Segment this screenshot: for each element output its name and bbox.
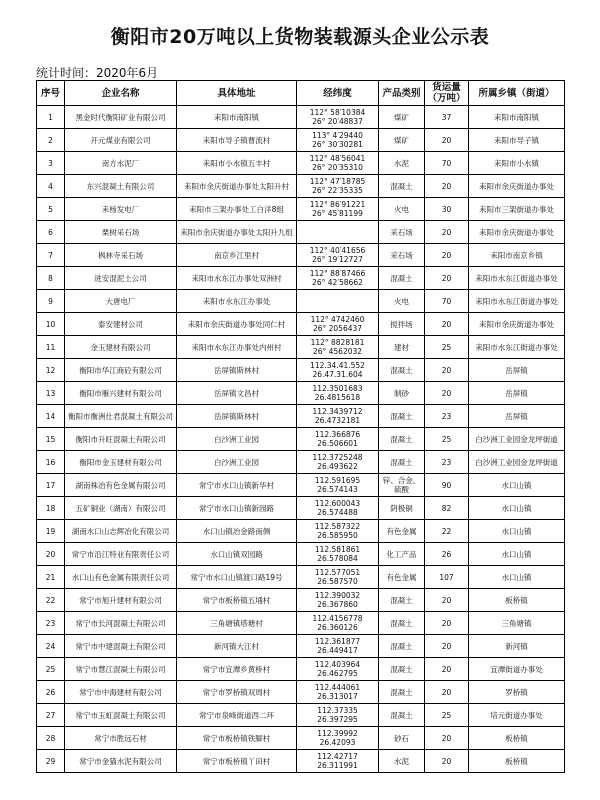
cell-product-category: 混凝土 [379,175,425,198]
cell-seq: 8 [37,267,65,290]
cell-address: 耒阳市小水镇五丰村 [177,152,297,175]
cell-freight-volume: 20 [425,727,469,750]
cell-town: 白沙洲工业园金龙坪街道 [469,451,565,474]
cell-address: 耒阳市余庆街道办事处太阳升村 [177,175,297,198]
cell-product-category: 采石场 [379,221,425,244]
cell-town: 水口山镇 [469,543,565,566]
cell-address: 耒阳市导子镇曹流村 [177,129,297,152]
cell-product-category: 锌、合金、硫酸 [379,474,425,497]
cell-freight-volume: 25 [425,336,469,359]
cell-seq: 11 [37,336,65,359]
cell-freight-volume: 22 [425,520,469,543]
cell-product-category: 建材 [379,336,425,359]
cell-freight-volume: 20 [425,359,469,382]
table-row [37,290,565,313]
cell-town: 耒阳市南京乡镇 [469,244,565,267]
cell-town: 耒阳市导子镇 [469,129,565,152]
cell-product-category: 有色金属 [379,520,425,543]
cell-town: 耒阳市三架街道办事处 [469,198,565,221]
cell-coordinates: 112.591695 26.574143 [297,474,379,497]
cell-town: 水口山镇 [469,520,565,543]
enterprise-table [36,80,565,773]
cell-seq: 19 [37,520,65,543]
cell-enterprise-name: 常宁市沿江特业有限责任公司 [65,543,177,566]
cell-product-category: 混凝土 [379,451,425,474]
cell-town: 耒阳市余庆街道办事处 [469,313,565,336]
cell-enterprise-name: 常宁市玉虹混凝土有限公司 [65,704,177,727]
table-row [37,175,565,198]
table-row [37,428,565,451]
cell-product-category: 采石场 [379,244,425,267]
cell-product-category: 搅拌场 [379,313,425,336]
cell-address: 新河镇大江村 [177,635,297,658]
cell-enterprise-name: 黑金时代衡阳矿业有限公司 [65,106,177,129]
cell-product-category: 火电 [379,290,425,313]
cell-coordinates: 112° 86′91221 26° 45′81199 [297,198,379,221]
cell-town: 耒阳市余庆街道办事处 [469,221,565,244]
cell-seq: 15 [37,428,65,451]
cell-freight-volume: 20 [425,382,469,405]
cell-address: 水口山镇冶金路南侧 [177,520,297,543]
cell-address: 耒阳市余庆街道办事处太阳升九组 [177,221,297,244]
header-name: 企业名称 [65,81,177,106]
table-body [37,106,565,773]
cell-product-category: 混凝土 [379,267,425,290]
cell-coordinates [297,290,379,313]
cell-address: 常宁市宜潭乡黄桥村 [177,658,297,681]
cell-enterprise-name: 枫林寺采石场 [65,244,177,267]
cell-town: 三角塘镇 [469,612,565,635]
cell-enterprise-name: 衡阳市华江商砼有限公司 [65,359,177,382]
cell-coordinates: 112.581861 26.578084 [297,543,379,566]
cell-address: 三角塘镇塔塘村 [177,612,297,635]
header-category: 产品类别 [379,81,425,106]
cell-enterprise-name: 常宁市慧江混凝土有限公司 [65,658,177,681]
statistics-time: 统计时间：2020年6月 [36,66,159,80]
cell-town: 耒阳市水东江街道办事处 [469,267,565,290]
cell-address: 白沙洲工业园 [177,451,297,474]
cell-coordinates: 112.39992 26.42093 [297,727,379,750]
cell-address: 常宁市水口山镇新园路 [177,497,297,520]
cell-town: 宜潭街道办事处 [469,658,565,681]
cell-coordinates: 112.577051 26.587570 [297,566,379,589]
cell-enterprise-name: 南方水泥厂 [65,152,177,175]
cell-address: 常宁市板桥镇五埇村 [177,589,297,612]
cell-address: 耒阳市水东江办事处内州村 [177,336,297,359]
cell-freight-volume: 23 [425,405,469,428]
cell-product-category: 混凝土 [379,704,425,727]
cell-enterprise-name: 泰安建材公司 [65,313,177,336]
cell-address: 耒阳市三架办事处工白洋8组 [177,198,297,221]
cell-freight-volume: 70 [425,290,469,313]
cell-address: 白沙洲工业园 [177,428,297,451]
cell-freight-volume: 25 [425,704,469,727]
table-row [37,129,565,152]
table-row [37,681,565,704]
cell-seq: 16 [37,451,65,474]
cell-address: 岳屏镇斯林村 [177,405,297,428]
cell-enterprise-name: 衡阳市雁兴建材有限公司 [65,382,177,405]
cell-enterprise-name: 常宁市中海建材有限公司 [65,681,177,704]
cell-seq: 25 [37,658,65,681]
cell-seq: 22 [37,589,65,612]
header-town: 所属乡镇（街道） [469,81,565,106]
cell-product-category: 混凝土 [379,589,425,612]
cell-address: 南京乡江里村 [177,244,297,267]
cell-seq: 2 [37,129,65,152]
table-row [37,474,565,497]
cell-freight-volume: 20 [425,267,469,290]
cell-freight-volume: 20 [425,129,469,152]
cell-address: 耒阳市余庆街道办事处同仁村 [177,313,297,336]
cell-enterprise-name: 常宁市金猫水泥有限公司 [65,750,177,773]
cell-enterprise-name: 进安混泥土公司 [65,267,177,290]
cell-seq: 28 [37,727,65,750]
cell-address: 耒阳市水东江办事处 [177,290,297,313]
cell-coordinates: 112.403964 26.462795 [297,658,379,681]
cell-product-category: 混凝土 [379,428,425,451]
cell-product-category: 制砂 [379,382,425,405]
cell-seq: 24 [37,635,65,658]
cell-address: 耒阳市南阳镇 [177,106,297,129]
cell-product-category: 砂石 [379,727,425,750]
cell-town: 耒阳市南阳镇 [469,106,565,129]
cell-town: 水口山镇 [469,566,565,589]
cell-coordinates: 112° 47′18785 26° 22′35335 [297,175,379,198]
cell-coordinates: 112.361877 26.449417 [297,635,379,658]
cell-seq: 5 [37,198,65,221]
table-row [37,152,565,175]
cell-coordinates: 112° 4742460 26° 2056437 [297,313,379,336]
cell-seq: 10 [37,313,65,336]
cell-address: 常宁市罗桥镇双周村 [177,681,297,704]
table-row [37,221,565,244]
cell-freight-volume: 90 [425,474,469,497]
table-row [37,382,565,405]
cell-seq: 29 [37,750,65,773]
cell-enterprise-name: 大唐电厂 [65,290,177,313]
header-coords: 经纬度 [297,81,379,106]
cell-enterprise-name: 常宁市旭升建材有限公司 [65,589,177,612]
table-row [37,727,565,750]
cell-address: 岳屏镇斯林村 [177,359,297,382]
cell-address: 常宁市板桥镇铁脚村 [177,727,297,750]
cell-town: 新河镇 [469,635,565,658]
cell-product-category: 有色金属 [379,566,425,589]
cell-address: 常宁市水口山镇新华村 [177,474,297,497]
cell-coordinates: 112.4156778 26.360126 [297,612,379,635]
cell-freight-volume: 107 [425,566,469,589]
cell-town: 培元街道办事处 [469,704,565,727]
table-row [37,405,565,428]
cell-enterprise-name: 栗树采石场 [65,221,177,244]
table-row [37,612,565,635]
cell-coordinates: 112° 48′56041 26° 20′35310 [297,152,379,175]
header-seq: 序号 [37,81,65,106]
cell-product-category: 火电 [379,198,425,221]
cell-town: 板桥镇 [469,589,565,612]
cell-freight-volume: 37 [425,106,469,129]
table-row [37,198,565,221]
cell-town: 耒阳市小水镇 [469,152,565,175]
cell-freight-volume: 20 [425,750,469,773]
cell-town: 岳屏镇 [469,405,565,428]
cell-freight-volume: 30 [425,198,469,221]
table-row [37,359,565,382]
cell-enterprise-name: 耒杨发电厂 [65,198,177,221]
table-row [37,750,565,773]
cell-product-category: 混凝土 [379,612,425,635]
cell-seq: 6 [37,221,65,244]
cell-town: 岳屏镇 [469,359,565,382]
cell-coordinates [297,221,379,244]
cell-town: 水口山镇 [469,497,565,520]
cell-seq: 18 [37,497,65,520]
cell-seq: 7 [37,244,65,267]
table-row [37,658,565,681]
cell-freight-volume: 70 [425,152,469,175]
cell-seq: 9 [37,290,65,313]
cell-enterprise-name: 五矿铜业（湖南）有限公司 [65,497,177,520]
cell-town: 耒阳市余庆街道办事处 [469,175,565,198]
table-row [37,451,565,474]
cell-coordinates: 112° 40′41656 26° 19′12727 [297,244,379,267]
cell-product-category: 水泥 [379,152,425,175]
cell-seq: 26 [37,681,65,704]
cell-town: 白沙洲工业园金龙坪街道 [469,428,565,451]
table-row [37,704,565,727]
cell-enterprise-name: 水口山有色金属有限责任公司 [65,566,177,589]
cell-enterprise-name: 金玉建材有限公司 [65,336,177,359]
header-volume: 货运量（万吨） [425,81,469,106]
cell-product-category: 阴极铜 [379,497,425,520]
cell-town: 板桥镇 [469,727,565,750]
cell-address: 常宁市板桥镇丫田村 [177,750,297,773]
cell-coordinates: 112.444061 26.313017 [297,681,379,704]
cell-product-category: 水泥 [379,750,425,773]
cell-product-category: 混凝土 [379,405,425,428]
cell-product-category: 煤矿 [379,129,425,152]
cell-coordinates: 112.3501683 26.4815618 [297,382,379,405]
cell-coordinates: 112.366876 26.506601 [297,428,379,451]
cell-address: 常宁市泉峰街道西二环 [177,704,297,727]
cell-seq: 4 [37,175,65,198]
cell-freight-volume: 82 [425,497,469,520]
cell-enterprise-name: 常宁市长河混凝土有限公司 [65,612,177,635]
cell-town: 耒阳市水东江街道办事处 [469,336,565,359]
cell-coordinates: 112.587322 26.585950 [297,520,379,543]
table-row [37,267,565,290]
cell-town: 板桥镇 [469,750,565,773]
cell-product-category: 混凝土 [379,359,425,382]
cell-address: 常宁市水口山镇渡口路19号 [177,566,297,589]
cell-enterprise-name: 衡阳市金玉建材有限公司 [65,451,177,474]
document-title: 衡阳市20万吨以上货物装载源头企业公示表 [110,26,490,48]
cell-product-category: 化工产品 [379,543,425,566]
cell-freight-volume: 26 [425,543,469,566]
table-row [37,336,565,359]
cell-seq: 17 [37,474,65,497]
cell-address: 水口山镇双园路 [177,543,297,566]
table-row [37,106,565,129]
cell-seq: 21 [37,566,65,589]
cell-address: 耒阳市水东江办事处双洲村 [177,267,297,290]
cell-coordinates: 112.3725248 26.493622 [297,451,379,474]
cell-coordinates: 112.3439712 26.4732181 [297,405,379,428]
cell-freight-volume: 20 [425,635,469,658]
cell-freight-volume: 20 [425,612,469,635]
cell-enterprise-name: 湖南水口山志辉冶化有限公司 [65,520,177,543]
cell-address: 岳屏镇文昌村 [177,382,297,405]
table-row [37,313,565,336]
cell-freight-volume: 20 [425,681,469,704]
cell-town: 耒阳市水东江街道办事处 [469,290,565,313]
cell-town: 罗桥镇 [469,681,565,704]
table-row [37,635,565,658]
cell-coordinates: 112.390032 26.367860 [297,589,379,612]
cell-enterprise-name: 常宁市中建混凝土有限公司 [65,635,177,658]
table-row [37,589,565,612]
cell-coordinates: 112° 58′10384 26° 20′48837 [297,106,379,129]
cell-freight-volume: 20 [425,221,469,244]
table-row [37,520,565,543]
cell-freight-volume: 20 [425,175,469,198]
header-address: 具体地址 [177,81,297,106]
cell-seq: 23 [37,612,65,635]
cell-seq: 13 [37,382,65,405]
cell-seq: 3 [37,152,65,175]
table-row [37,497,565,520]
cell-enterprise-name: 湖南株冶有色金属有限公司 [65,474,177,497]
cell-enterprise-name: 衡阳市衡洲仕君混凝土有限公司 [65,405,177,428]
cell-coordinates: 112.600043 26.574488 [297,497,379,520]
cell-enterprise-name: 常宁市胜远石材 [65,727,177,750]
table-row [37,566,565,589]
cell-enterprise-name: 东兴混凝土有限公司 [65,175,177,198]
cell-product-category: 煤矿 [379,106,425,129]
cell-coordinates: 112° 8828181 26° 4562032 [297,336,379,359]
table-row [37,543,565,566]
cell-coordinates: 112.37335 26.397295 [297,704,379,727]
cell-seq: 12 [37,359,65,382]
cell-freight-volume: 20 [425,658,469,681]
table-row [37,244,565,267]
cell-freight-volume: 23 [425,451,469,474]
cell-freight-volume: 25 [425,428,469,451]
table-header-row [37,81,565,106]
cell-enterprise-name: 开元煤业有限公司 [65,129,177,152]
cell-seq: 20 [37,543,65,566]
cell-seq: 1 [37,106,65,129]
cell-coordinates: 113° 4′29440 26° 30′30281 [297,129,379,152]
cell-freight-volume: 20 [425,589,469,612]
cell-coordinates: 112.42717 26.311991 [297,750,379,773]
cell-seq: 14 [37,405,65,428]
cell-coordinates: 112.34.41.552 26.47.31.604 [297,359,379,382]
cell-town: 水口山镇 [469,474,565,497]
cell-product-category: 混凝土 [379,635,425,658]
cell-seq: 27 [37,704,65,727]
cell-product-category: 混凝土 [379,658,425,681]
cell-town: 岳屏镇 [469,382,565,405]
cell-coordinates: 112° 88′87466 26° 42′58662 [297,267,379,290]
cell-product-category: 混凝土 [379,681,425,704]
cell-enterprise-name: 衡阳市升旺混凝土有限公司 [65,428,177,451]
cell-freight-volume: 20 [425,313,469,336]
cell-freight-volume: 20 [425,244,469,267]
